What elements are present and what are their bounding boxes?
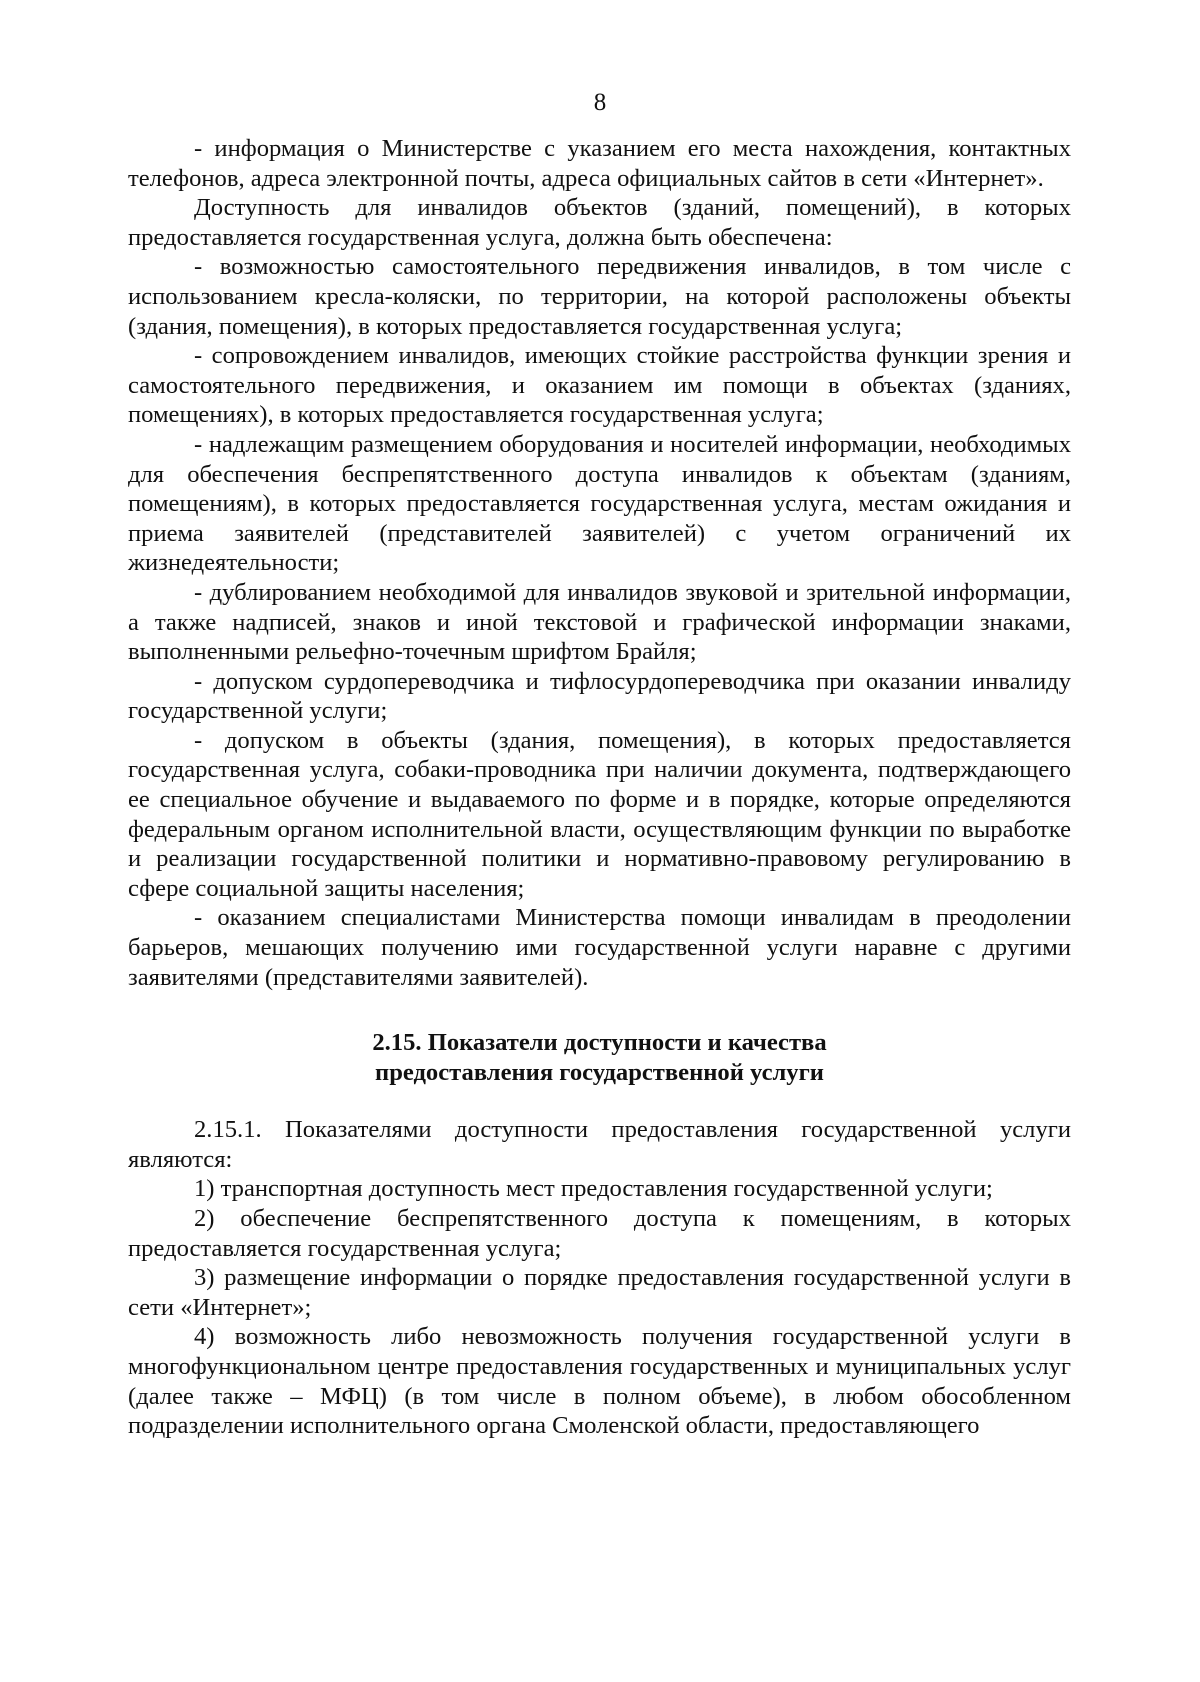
paragraph: 2.15.1. Показателями доступности предоставления государственной услуги являются: [128, 1116, 1071, 1173]
section-heading-line: 2.15. Показатели доступности и качества [372, 1029, 827, 1057]
section-heading-line: предоставления государственной услуги [375, 1059, 824, 1087]
page-number: 8 [593, 89, 607, 116]
list-item: - допуском в объекты (здания, помещения), в которых предоставляется государственная услуга, собаки-проводника при наличии документа, подтверждающего ее специальное обучение и выдаваемого по форме и в порядке, которые определяются федеральным органом исполнительной власти, осуществляющим функции по выработке и реализации государственной политики и нормативно-правовому регулированию в сфере социальной защиты населения; [128, 726, 1071, 902]
list-item: 3) размещение информации о порядке предоставления государственной услуги в сети «Интернет»; [128, 1264, 1071, 1321]
list-item: - оказанием специалистами Министерства помощи инвалидам в преодолении барьеров, мешающих получению ими государственной услуги наравне с другими заявителями (представителями заявителей). [128, 904, 1071, 991]
list-item: - допуском сурдопереводчика и тифлосурдопереводчика при оказании инвалиду государственной услуги; [128, 667, 1071, 725]
list-item: 2) обеспечение беспрепятственного доступа к помещениям, в которых предоставляется государственная услуга; [128, 1205, 1071, 1262]
list-item: - сопровождением инвалидов, имеющих стойкие расстройства функции зрения и самостоятельного передвижения, и оказанием им помощи в объектах (зданиях, помещениях), в которых предоставляется государственная услуга; [128, 342, 1071, 429]
section-heading [128, 1028, 1071, 1088]
list-item: - возможностью самостоятельного передвижения инвалидов, в том числе с использованием кресла-коляски, по территории, на которой расположены объекты (здания, помещения), в которых предоставляется государственная услуга; [128, 253, 1071, 340]
list-item: - дублированием необходимой для инвалидов звуковой и зрительной информации, а также надписей, знаков и иной текстовой и графической информации знаками, выполненными рельефно-точечным шрифтом Брайля; [128, 578, 1071, 666]
document-body [128, 134, 1071, 1441]
list-item: 1) транспортная доступность мест предоставления государственной услуги; [194, 1175, 993, 1203]
paragraph: - информация о Министерстве с указанием его места нахождения, контактных телефонов, адреса электронной почты, адреса официальных сайтов в сети «Интернет». [128, 135, 1071, 192]
paragraph: Доступность для инвалидов объектов (зданий, помещений), в которых предоставляется государственная услуга, должна быть обеспечена: [128, 194, 1071, 251]
list-item: 4) возможность либо невозможность получения государственной услуги в многофункциональном центре предоставления государственных и муниципальных услуг (далее также – МФЦ) (в том числе в полном объеме), в любом обособленном подразделении исполнительного органа Смоленской области, предоставляющего [128, 1323, 1071, 1440]
list-item: - надлежащим размещением оборудования и носителей информации, необходимых для обеспечения беспрепятственного доступа инвалидов к объектам (зданиям, помещениям), в которых предоставляется государственная услуга, местам ожидания и приема заявителей (представителей заявителей) с учетом ограничений их жизнедеятельности; [128, 430, 1071, 577]
